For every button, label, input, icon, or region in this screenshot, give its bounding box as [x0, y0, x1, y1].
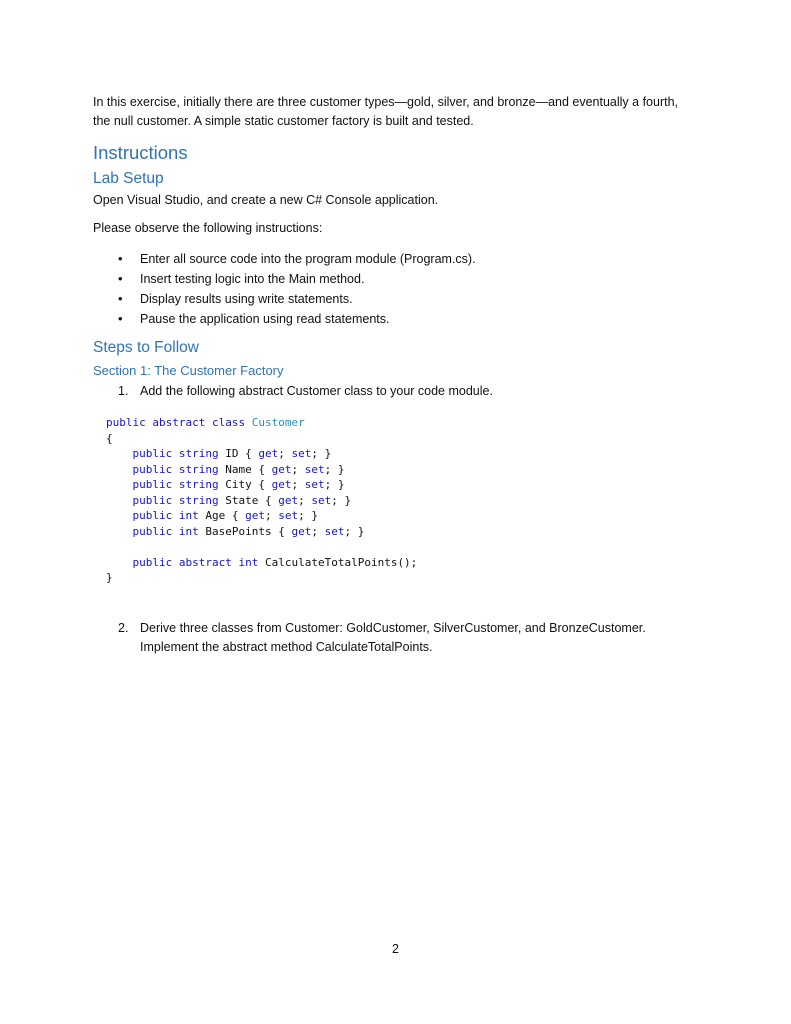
step-2: [118, 619, 678, 657]
code-line-property: public string Name { get; set; }: [132, 462, 345, 476]
list-item: • Enter all source code into the program module (Program.cs).: [118, 249, 476, 269]
code-line-property: public string ID { get; set; }: [132, 447, 332, 460]
step-1: [118, 382, 678, 401]
list-item: • Insert testing logic into the Main method.: [118, 269, 476, 289]
code-line-method: public abstract int CalculateTotalPoints();: [132, 555, 418, 569]
step-number: 2.: [118, 621, 129, 635]
page-number: 2: [392, 942, 399, 956]
list-item: • Display results using write statements.: [118, 289, 476, 309]
code-line-class: public abstract class Customer: [106, 416, 305, 429]
intro-paragraph: In this exercise, initially there are three customer types—gold, silver, and bronze—and eventually a fourth, the null customer. A simple static customer factory is built and tested.: [93, 95, 679, 128]
code-line-property: public int BasePoints { get; set; }: [132, 524, 365, 538]
observe-text: Please observe the following instructions:: [93, 221, 323, 235]
step-text: Add the following abstract Customer class to your code module.: [140, 384, 493, 398]
heading-steps: Steps to Follow: [93, 339, 199, 356]
code-line-property: public int Age { get; set; }: [132, 509, 318, 522]
lab-setup-text: Open Visual Studio, and create a new C# Console application.: [93, 193, 439, 207]
heading-instructions: Instructions: [93, 142, 188, 163]
instructions-list: [118, 249, 476, 329]
step-number: 1.: [118, 384, 129, 398]
code-block: public abstract class Customer { public string ID { get; set; } public string Name { get; set; } public string City { get; set; } public string State { get; set; } public int Age { get; set; } public int BasePoints { get; set; } public abstract int CalculateTotalPoints(); }: [106, 416, 418, 584]
list-item: • Pause the application using read statements.: [118, 309, 476, 329]
code-line-property: public string State { get; set; }: [132, 493, 352, 507]
step-text: Derive three classes from Customer: GoldCustomer, SilverCustomer, and BronzeCustomer. Implement the abstract method CalculateTotalPoints.: [140, 621, 646, 654]
heading-lab-setup: Lab Setup: [93, 170, 164, 187]
heading-section-1: Section 1: The Customer Factory: [93, 363, 284, 378]
code-line-property: public string City { get; set; }: [132, 478, 345, 491]
